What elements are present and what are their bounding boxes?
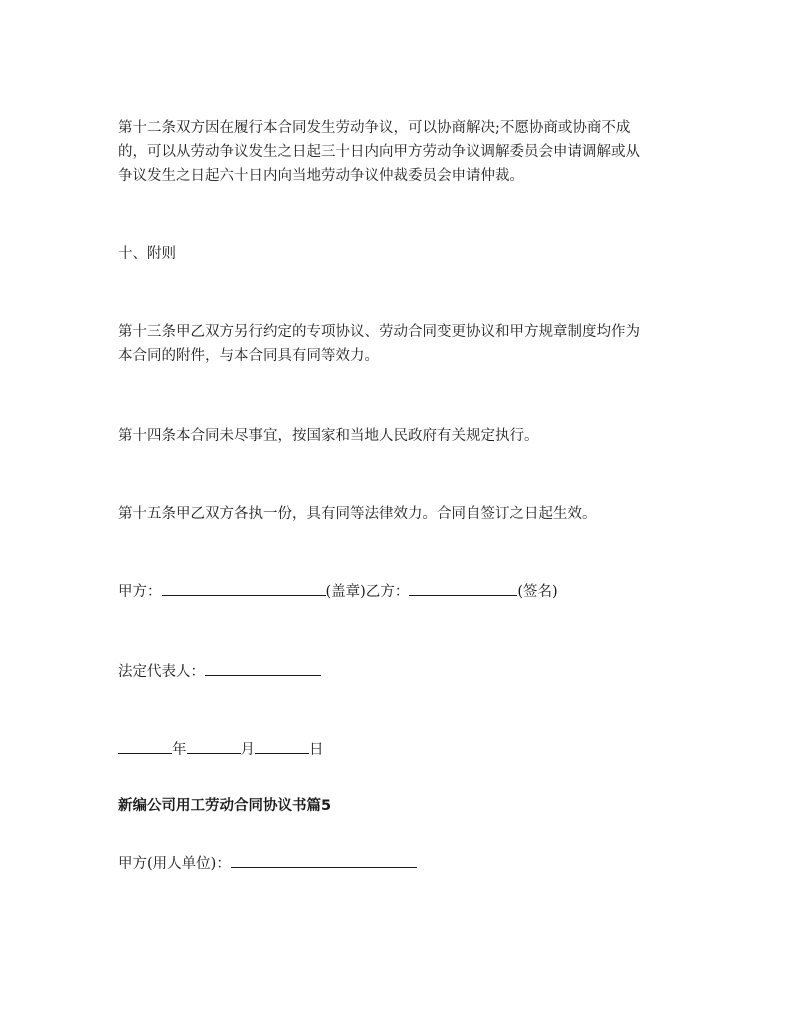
employer-label: 甲方(用人单位)： bbox=[118, 856, 231, 872]
article-12 bbox=[118, 116, 688, 188]
party-a-label: 甲方： bbox=[118, 584, 162, 600]
party-b-label: 乙方： bbox=[365, 584, 410, 600]
party-a-stamp-note: (盖章) bbox=[325, 584, 366, 600]
article-12-line-2: 的，可以从劳动争议发生之日起三十日内向甲方劳动争议调解委员会申请调解或从 bbox=[118, 144, 640, 160]
article-12-line-1: 第十二条双方因在履行本合同发生劳动争议，可以协商解决;不愿协商或协商不成 bbox=[118, 120, 631, 136]
month-blank bbox=[187, 739, 241, 754]
party-signature-line bbox=[118, 580, 688, 604]
article-12-line-3: 争议发生之日起六十日内向当地劳动争议仲裁委员会申请仲裁。 bbox=[118, 168, 524, 184]
day-blank bbox=[255, 739, 309, 754]
employer-blank bbox=[231, 853, 417, 868]
day-label: 日 bbox=[309, 742, 324, 758]
section-10-title: 十、附则 bbox=[118, 246, 176, 262]
article-13-line-2: 本合同的附件，与本合同具有同等效力。 bbox=[118, 348, 379, 364]
legal-representative-line bbox=[118, 660, 688, 684]
party-b-sign-note: (签名) bbox=[517, 584, 558, 600]
legal-rep-label: 法定代表人： bbox=[118, 664, 205, 680]
year-blank bbox=[118, 739, 172, 754]
year-label: 年 bbox=[172, 742, 187, 758]
employer-line bbox=[118, 852, 688, 876]
date-line bbox=[118, 738, 688, 762]
month-label: 月 bbox=[240, 742, 255, 758]
article-13 bbox=[118, 320, 688, 368]
article-14: 第十四条本合同未尽事宜，按国家和当地人民政府有关规定执行。 bbox=[118, 428, 539, 444]
legal-rep-blank bbox=[205, 661, 321, 676]
party-b-blank bbox=[409, 581, 517, 596]
party-a-blank bbox=[162, 581, 326, 596]
next-section-heading: 新编公司用工劳动合同协议书篇5 bbox=[118, 798, 332, 814]
article-13-line-1: 第十三条甲乙双方另行约定的专项协议、劳动合同变更协议和甲方规章制度均作为 bbox=[118, 324, 640, 340]
article-15: 第十五条甲乙双方各执一份，具有同等法律效力。合同自签订之日起生效。 bbox=[118, 506, 597, 522]
